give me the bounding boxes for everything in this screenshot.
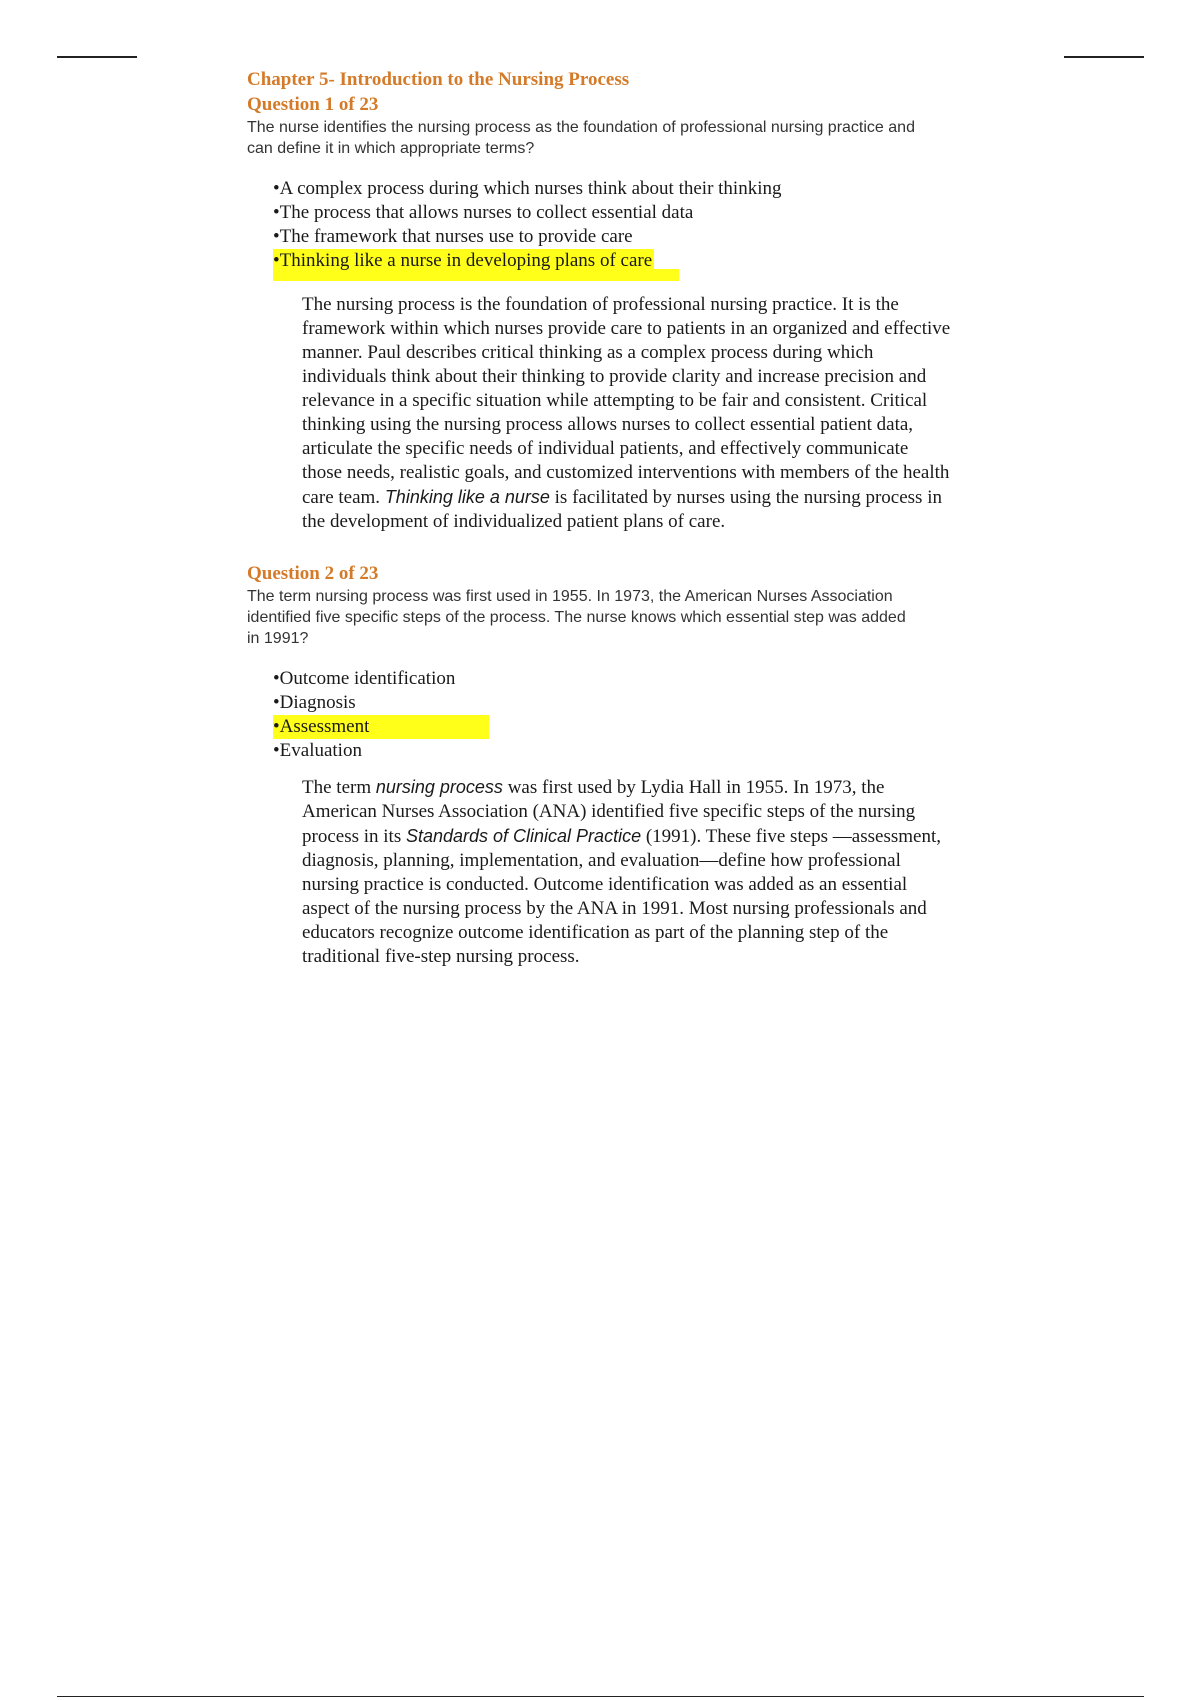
answer-option: •Diagnosis: [273, 692, 356, 713]
rationale-text: The term: [302, 777, 376, 798]
answer-options: [273, 667, 967, 763]
rationale-text: The nursing process is the foundation of professional nursing practice. It is the framework within which nurses provide care to patients in an organized and effective manner. Paul describes critical thinking as a complex process during which individuals think about their thinking to provide clarity and increase precision and relevance in a specific situation while attempting to be fair and consistent. Critical thinking using the nursing process allows nurses to collect essential patient data, articulate the specific needs of individual patients, and effectively communicate those needs, realistic goals, and customized interventions with members of the health care team.: [302, 294, 951, 508]
rationale-italic: Standards of Clinical Practice: [405, 826, 642, 846]
top-left-rule: [57, 56, 137, 58]
answer-option-highlighted: [273, 249, 967, 273]
chapter-title: Chapter 5- Introduction to the Nursing Process: [247, 69, 630, 90]
document-body: [247, 67, 967, 969]
answer-option-highlighted: [273, 715, 967, 739]
rationale-italic: Thinking like a nurse: [384, 487, 550, 507]
rationale-text: was first used by Lydia Hall in 1955. In 1973, the American Nurses Association (ANA) identified five specific steps of the nursing process in its: [302, 777, 916, 847]
question-1: [247, 92, 967, 534]
top-right-rule: [1064, 56, 1144, 58]
answer-option: •A complex process during which nurses think about their thinking: [273, 178, 782, 199]
rationale-text: (1991). These five steps —assessment, diagnosis, planning, implementation, and evaluation—define how professional nursing practice is conducted. Outcome identification was added as an essential aspect of the nursing process by the ANA in 1991. Most nursing professionals and educators recognize outcome identification as part of the planning step of the traditional five-step nursing process.: [302, 826, 941, 967]
rationale-italic: nursing process: [375, 777, 503, 797]
answer-option: •The framework that nurses use to provide care: [273, 226, 633, 247]
rationale-paragraph: [302, 293, 952, 534]
question-text: The term nursing process was first used in 1955. In 1973, the American Nurses Association identified five specific steps of the process. The nurse knows which essential step was added in 1991?: [247, 588, 906, 647]
question-2: [247, 561, 967, 969]
question-heading: Question 2 of 23: [247, 563, 379, 584]
question-text: The nurse identifies the nursing process as the foundation of professional nursing practice and can define it in which appropriate terms?: [247, 119, 915, 157]
question-heading: Question 1 of 23: [247, 94, 379, 115]
answer-option: •The process that allows nurses to collect essential data: [273, 202, 694, 223]
highlighted-answer: •Thinking like a nurse in developing plans of care: [273, 250, 653, 271]
rationale-paragraph: [302, 775, 952, 969]
bottom-rule: [57, 1696, 1144, 1697]
rationale-text: is facilitated by nurses using the nursing process in the development of individualized patient plans of care.: [302, 487, 942, 532]
answer-option: •Evaluation: [273, 740, 362, 761]
answer-options: [273, 177, 967, 273]
highlighted-answer: •Assessment: [273, 715, 489, 739]
answer-option: •Outcome identification: [273, 668, 456, 689]
